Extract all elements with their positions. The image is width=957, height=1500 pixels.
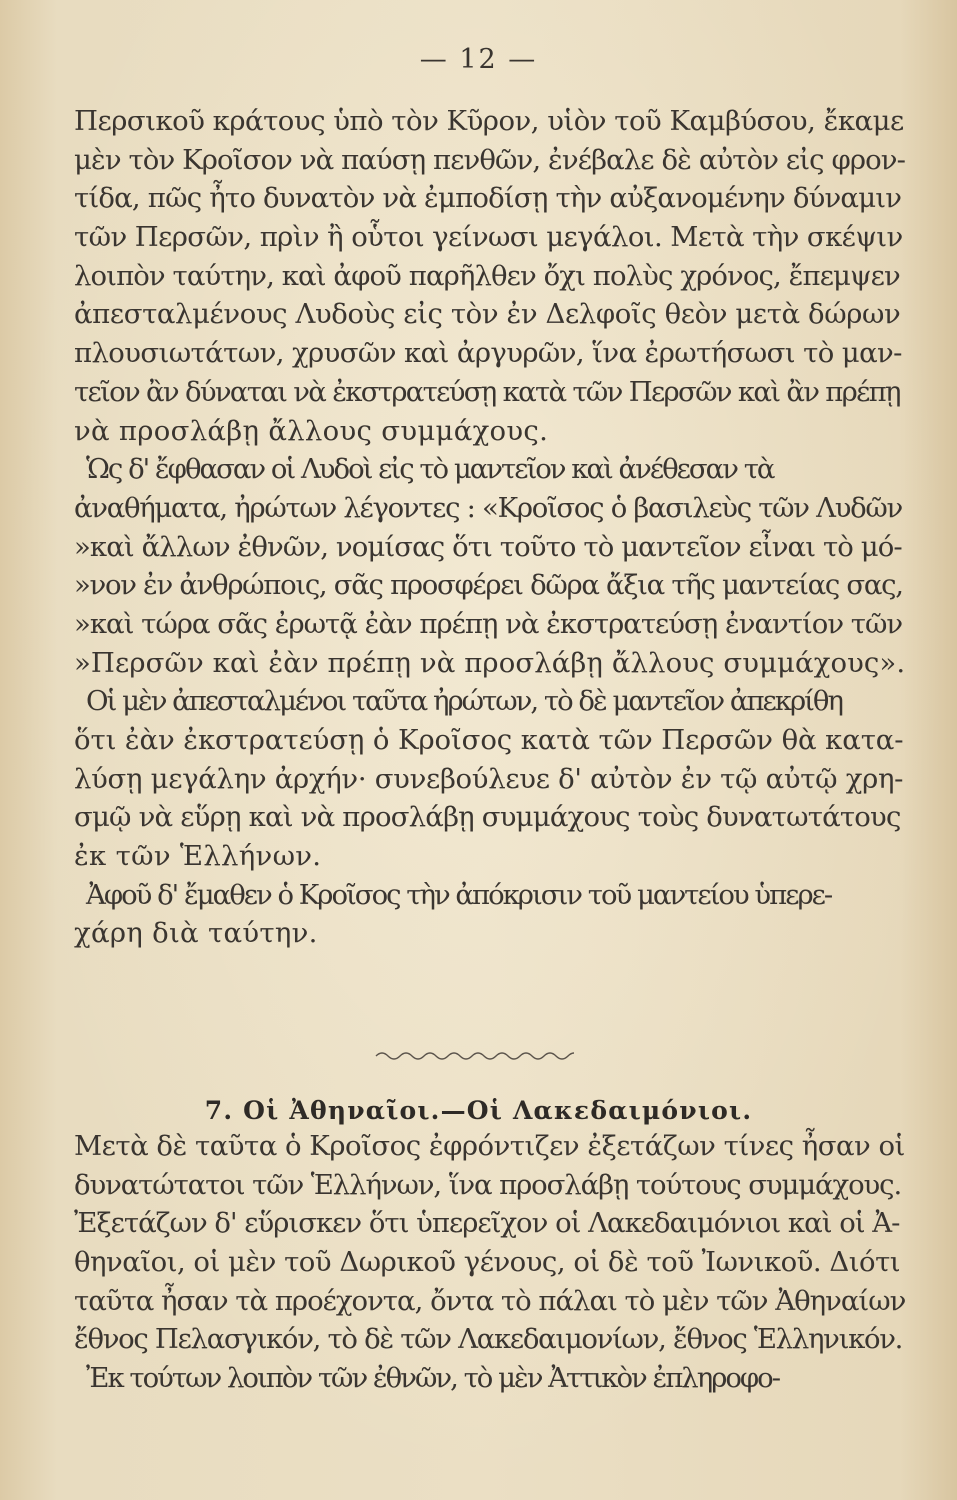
text-line: νὰ προσλάβῃ ἄλλους συμμάχους. bbox=[74, 414, 549, 447]
text-line: Περσικοῦ κράτους ὑπὸ τὸν Κῦρον, υἱὸν τοῦ Καμβύσου, ἔκαμε bbox=[74, 105, 904, 137]
text-line: ἀναθήματα, ἠρώτων λέγοντες : «Κροῖσος ὁ βασιλεὺς τῶν Λυδῶν bbox=[74, 491, 902, 524]
text-line: μὲν τὸν Κροῖσον νὰ παύσῃ πενθῶν, ἐνέβαλε δὲ αὐτὸν εἰς φρον- bbox=[74, 143, 905, 176]
text-line: Ἐξετάζων δ' εὕρισκεν ὅτι ὑπερεῖχον οἱ Λακεδαιμόνιοι καὶ οἱ Ἀ- bbox=[74, 1207, 900, 1240]
text-line: Οἱ μὲν ἀπεσταλμένοι ταῦτα ἠρώτων, τὸ δὲ μαντεῖον ἀπεκρίθη bbox=[86, 685, 842, 718]
text-line: Ἀφοῦ δ' ἔμαθεν ὁ Κροῖσος τὴν ἀπόκρισιν τοῦ μαντείου ὑπερε- bbox=[86, 878, 832, 911]
section-heading-text: 7. Οἱ Ἀθηναῖοι.—Οἱ Λακεδαιμόνιοι. bbox=[204, 1096, 753, 1125]
text-line: σμῷ νὰ εὕρῃ καὶ νὰ προσλάβῃ συμμάχους τοὺς δυνατωτάτους bbox=[74, 801, 901, 834]
body-text-top bbox=[74, 102, 904, 953]
text-line: »νον ἐν ἀνθρώποις, σᾶς προσφέρει δῶρα ἄξια τῆς μαντείας σας, bbox=[74, 569, 903, 602]
text-line: Μετὰ δὲ ταῦτα ὁ Κροῖσος ἐφρόντιζεν ἐξετάζων τίνες ἦσαν οἱ bbox=[74, 1130, 905, 1162]
text-line: ταῦτα ἦσαν τὰ προέχοντα, ὄντα τὸ πάλαι τὸ μὲν τῶν Ἀθηναίων bbox=[74, 1284, 906, 1317]
text-line: Ἐκ τούτων λοιπὸν τῶν ἐθνῶν, τὸ μὲν Ἀττικὸν ἐπληροφο- bbox=[86, 1362, 780, 1395]
text-line: ὅτι ἐὰν ἐκστρατεύσῃ ὁ Κροῖσος κατὰ τῶν Περσῶν θὰ κατα- bbox=[74, 724, 904, 756]
text-line: »Περσῶν καὶ ἐὰν πρέπῃ νὰ προσλάβῃ ἄλλους συμμάχους». bbox=[74, 646, 906, 679]
text-line: ἔθνος Πελασγικόν, τὸ δὲ τῶν Λακεδαιμονίων, ἔθνος Ἑλληνικόν. bbox=[74, 1323, 903, 1356]
text-line: πλουσιωτάτων, χρυσῶν καὶ ἀργυρῶν, ἵνα ἐρωτήσωσι τὸ μαν- bbox=[74, 337, 902, 370]
text-line: τῶν Περσῶν, πρὶν ἢ οὗτοι γείνωσι μεγάλοι. Μετὰ τὴν σκέψιν bbox=[74, 221, 903, 254]
text-line: λύσῃ μεγάλην ἀρχήν· συνεβούλευε δ' αὐτὸν ἐν τῷ αὐτῷ χρη- bbox=[74, 762, 904, 795]
text-line: λοιπὸν ταύτην, καὶ ἀφοῦ παρῆλθεν ὄχι πολὺς χρόνος, ἔπεμψεν bbox=[74, 259, 900, 292]
text-line: »καὶ τώρα σᾶς ἐρωτᾷ ἐὰν πρέπῃ νὰ ἐκστρατεύσῃ ἐναντίον τῶν bbox=[74, 607, 903, 640]
text-line: Ὡς δ' ἔφθασαν οἱ Λυδοὶ εἰς τὸ μαντεῖον καὶ ἀνέθεσαν τὰ bbox=[86, 453, 774, 486]
text-line: δυνατώτατοι τῶν Ἑλλήνων, ἵνα προσλάβῃ τούτους συμμάχους. bbox=[74, 1168, 902, 1201]
text-line: ἐκ τῶν Ἑλλήνων. bbox=[74, 840, 322, 873]
text-line: »καὶ ἄλλων ἐθνῶν, νομίσας ὅτι τοῦτο τὸ μαντεῖον εἶναι τὸ μό- bbox=[74, 530, 902, 563]
text-line: χάρη διὰ ταύτην. bbox=[74, 917, 318, 950]
section-separator bbox=[374, 1048, 574, 1064]
text-line: θηναῖοι, οἱ μὲν τοῦ Δωρικοῦ γένους, οἱ δὲ τοῦ Ἰωνικοῦ. Διότι bbox=[74, 1246, 901, 1279]
text-line: τεῖον ἂν δύναται νὰ ἐκστρατεύσῃ κατὰ τῶν Περσῶν καὶ ἂν πρέπῃ bbox=[74, 375, 900, 408]
body-text-bottom bbox=[74, 1127, 904, 1398]
page-number: — 12 — bbox=[419, 44, 538, 75]
text-line: ἀπεσταλμένους Λυδοὺς εἰς τὸν ἐν Δελφοῖς θεὸν μετὰ δώρων bbox=[74, 298, 901, 331]
section-heading bbox=[0, 1096, 957, 1125]
text-line: τίδα, πῶς ἦτο δυνατὸν νὰ ἐμποδίσῃ τὴν αὐξανομένην δύναμιν bbox=[74, 182, 902, 215]
